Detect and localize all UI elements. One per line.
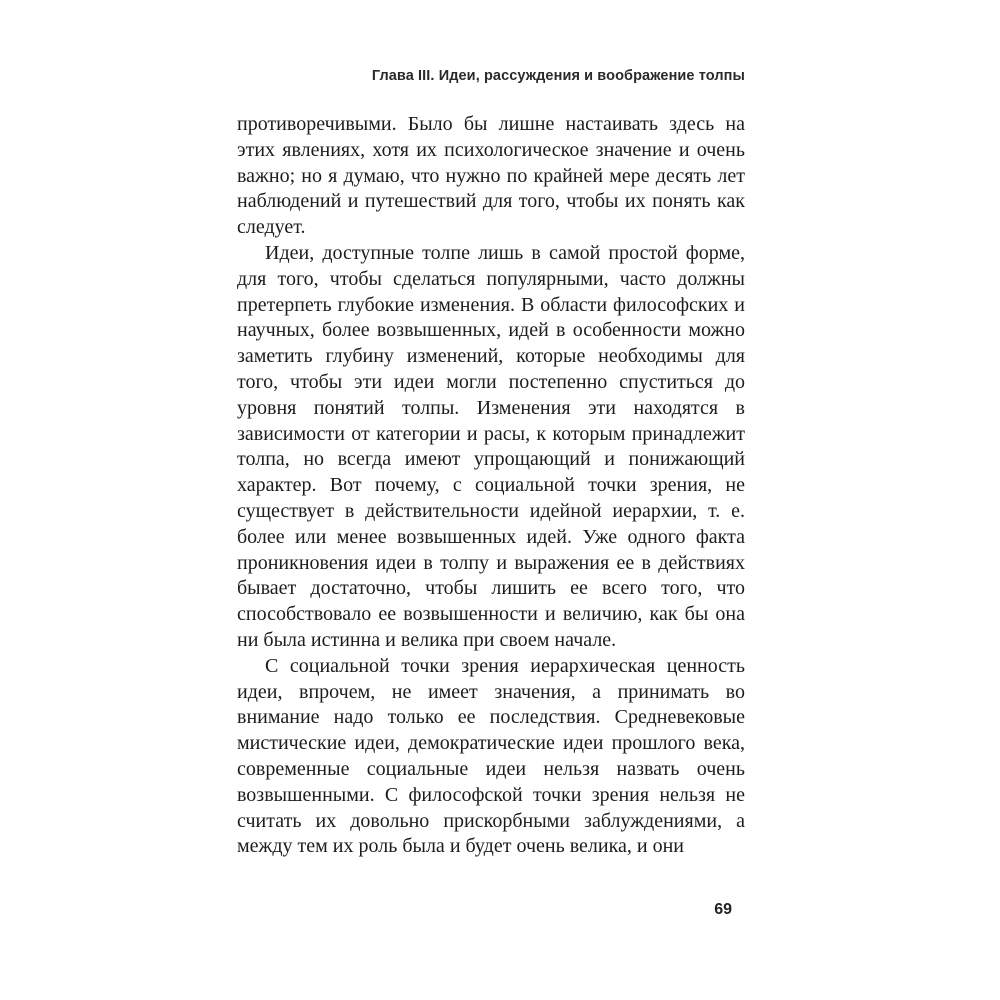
body-text [237, 112, 745, 860]
running-head: Глава III. Идеи, рассуждения и воображение толпы [371, 68, 745, 84]
page-number: 69 [714, 901, 732, 918]
paragraph: С социальной точки зрения иерархическая ценность идеи, впрочем, не имеет значения, а принимать во внимание надо только ее последствия. Средневековые мистические идеи, демократические идеи прошлого века, современные социальные идеи нельзя назвать очень возвышенными. С философской точки зрения нельзя не считать их довольно прискорбными заблуждениями, а между тем их роль была и будет очень велика, и они [237, 654, 745, 858]
paragraph: противоречивыми. Было бы лишне настаивать здесь на этих явлениях, хотя их психологическое значение и очень важно; но я думаю, что нужно по крайней мере десять лет наблюдений и путешествий для того, чтобы их понять как следует. [237, 113, 745, 239]
paragraph: Идеи, доступные толпе лишь в самой простой форме, для того, чтобы сделаться популярными, часто должны претерпеть глубокие изменения. В области философских и научных, более возвышенных, идей в особенности можно заметить глубину изменений, которые необходимы для того, чтобы эти идеи могли постепенно спуститься до уровня понятий толпы. Изменения эти находятся в зависимости от категории и расы, к которым принадлежит толпа, но всегда имеют упрощающий и понижающий характер. Вот почему, с социальной точки зрения, не существует в действительности идейной иерархии, т. е. более или менее возвышенных идей. Уже одного факта проникновения идеи в толпу и выражения ее в действиях бывает достаточно, чтобы лишить ее всего того, что способствовало ее возвышенности и величию, как бы она ни была истинна и велика при своем начале. [237, 241, 745, 651]
